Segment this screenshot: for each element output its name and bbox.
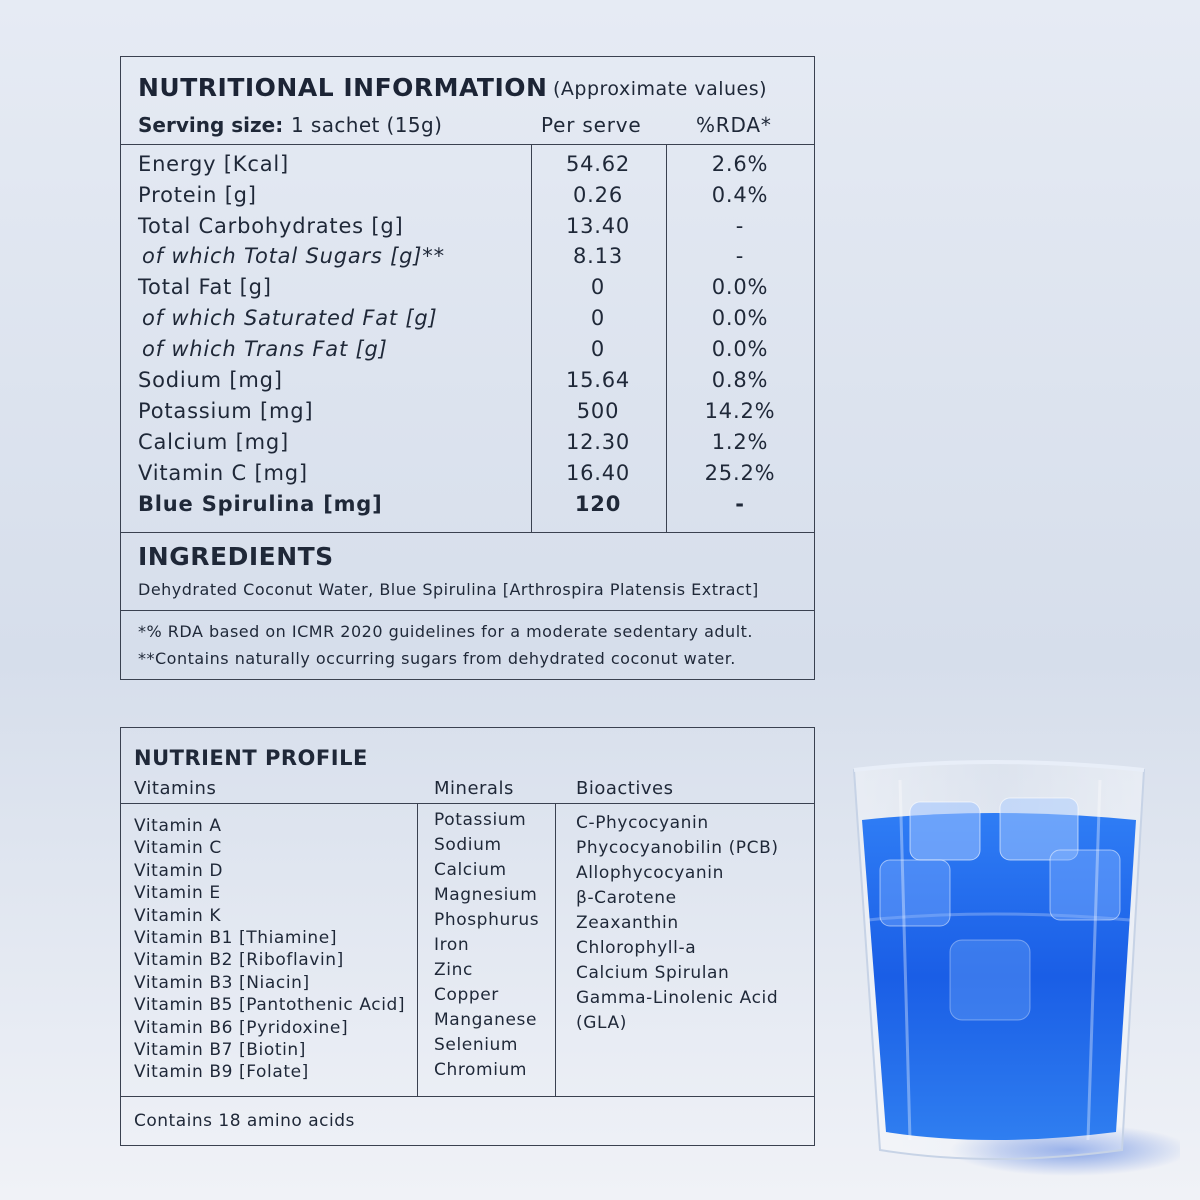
table-row [121, 306, 814, 337]
list-item: C-Phycocyanin [576, 813, 709, 833]
list-item: Allophycocyanin [576, 863, 724, 883]
divider [121, 144, 814, 145]
rda-value: - [735, 214, 745, 238]
blue-drink-glass-image [840, 740, 1180, 1180]
list-item: Chlorophyll-a [576, 938, 697, 958]
list-item: Iron [434, 935, 470, 955]
nutrient-label: Sodium [mg] [138, 368, 283, 392]
nutrient-label: Protein [g] [138, 183, 257, 207]
nutrient-label: of which Trans Fat [g] [142, 337, 388, 361]
table-row [121, 368, 814, 399]
divider [121, 803, 814, 804]
ingredients-title: INGREDIENTS [138, 542, 334, 571]
per-serve-value: 13.40 [565, 214, 631, 238]
minerals-list [434, 808, 539, 1083]
list-item: Manganese [434, 1010, 538, 1030]
nutrient-label: Potassium [mg] [138, 399, 314, 423]
list-item: Chromium [434, 1060, 528, 1080]
rda-value: 2.6% [711, 152, 769, 176]
nutrition-subtitle: (Approximate values) [553, 78, 768, 100]
nutrient-label: Total Carbohydrates [g] [138, 214, 404, 238]
rda-value: 1.2% [711, 430, 769, 454]
list-item: Phosphurus [434, 910, 540, 930]
table-row [121, 214, 814, 245]
bioactives-list [576, 811, 779, 1036]
list-item: Vitamin A [134, 816, 222, 836]
list-item: Phycocyanobilin (PCB) [576, 838, 779, 858]
per-serve-header: Per serve [541, 113, 642, 137]
list-item: Sodium [434, 835, 502, 855]
list-item: Vitamin B9 [Folate] [134, 1062, 309, 1083]
table-row [121, 152, 814, 183]
rda-value: 14.2% [704, 399, 776, 423]
list-item: β-Carotene [576, 888, 677, 908]
list-item: Zinc [434, 960, 473, 980]
list-item: Vitamin B6 [Pyridoxine] [134, 1017, 349, 1038]
rda-value: 25.2% [704, 461, 776, 485]
table-row [121, 244, 814, 275]
per-serve-value: 120 [574, 492, 622, 516]
rda-header: %RDA* [696, 113, 772, 137]
list-item: Vitamin B3 [Niacin] [134, 972, 310, 993]
list-item: Selenium [434, 1035, 519, 1055]
rda-value: - [735, 492, 745, 516]
divider [121, 610, 814, 611]
serving-size-value: 1 sachet (15g) [291, 113, 443, 137]
nutrient-profile-panel [120, 727, 815, 1146]
divider [555, 804, 556, 1096]
nutrient-label: of which Total Sugars [g]** [142, 244, 445, 268]
divider [121, 532, 814, 533]
sugar-footnote: **Contains naturally occurring sugars from dehydrated coconut water. [138, 649, 736, 668]
rda-value: 0.0% [711, 275, 769, 299]
per-serve-value: 8.13 [573, 244, 623, 268]
per-serve-value: 16.40 [565, 461, 631, 485]
rda-value: 0.8% [711, 368, 769, 392]
table-row [121, 399, 814, 430]
list-item: Vitamin B2 [Riboflavin] [134, 950, 344, 971]
amino-acids-note: Contains 18 amino acids [134, 1111, 355, 1131]
table-row [121, 461, 814, 492]
list-item: Magnesium [434, 885, 538, 905]
list-item: Vitamin B7 [Biotin] [134, 1040, 307, 1061]
rda-footnote: *% RDA based on ICMR 2020 guidelines for a moderate sedentary adult. [138, 622, 753, 641]
per-serve-value: 15.64 [565, 368, 631, 392]
bioactives-header: Bioactives [576, 778, 674, 799]
list-item: Vitamin E [134, 883, 221, 904]
serving-size-label: Serving size: [138, 113, 284, 137]
table-row [121, 492, 814, 523]
rda-value: 0.0% [711, 306, 769, 330]
divider [417, 804, 418, 1096]
list-item: Vitamin K [134, 905, 222, 926]
list-item: Copper [434, 985, 499, 1005]
nutrient-label: Total Fat [g] [138, 275, 272, 299]
list-item: Zeaxanthin [576, 913, 679, 933]
table-row [121, 337, 814, 368]
rda-value: - [735, 244, 745, 268]
vitamins-list [134, 815, 405, 1084]
per-serve-value: 54.62 [565, 152, 631, 176]
table-row [121, 183, 814, 214]
rda-value: 0.0% [711, 337, 769, 361]
list-item: Calcium [434, 860, 507, 880]
vitamins-header: Vitamins [134, 778, 217, 799]
list-item: Vitamin B1 [Thiamine] [134, 928, 338, 949]
per-serve-value: 0 [590, 337, 606, 361]
list-item: (GLA) [576, 1013, 627, 1033]
nutrition-title: NUTRITIONAL INFORMATION [138, 73, 548, 102]
table-row [121, 275, 814, 306]
divider [121, 1096, 814, 1097]
ingredients-text: Dehydrated Coconut Water, Blue Spirulina [Arthrospira Platensis Extract] [138, 580, 759, 599]
per-serve-value: 0 [590, 306, 606, 330]
nutrient-label: Blue Spirulina [mg] [138, 492, 383, 516]
per-serve-value: 0.26 [573, 183, 623, 207]
list-item: Vitamin C [134, 838, 222, 859]
rda-value: 0.4% [711, 183, 769, 207]
list-item: Calcium Spirulan [576, 963, 730, 983]
per-serve-value: 0 [590, 275, 606, 299]
table-row [121, 430, 814, 461]
per-serve-value: 500 [576, 399, 620, 423]
list-item: Gamma-Linolenic Acid [576, 988, 779, 1008]
nutrient-label: Vitamin C [mg] [138, 461, 308, 485]
list-item: Vitamin D [134, 860, 224, 881]
list-item: Potassium [434, 810, 527, 830]
minerals-header: Minerals [434, 778, 514, 799]
nutrient-label: Energy [Kcal] [138, 152, 290, 176]
nutrition-facts-panel [120, 56, 815, 680]
nutrient-label: Calcium [mg] [138, 430, 289, 454]
per-serve-value: 12.30 [565, 430, 631, 454]
nutrient-label: of which Saturated Fat [g] [142, 306, 438, 330]
list-item: Vitamin B5 [Pantothenic Acid] [134, 995, 406, 1016]
profile-title: NUTRIENT PROFILE [134, 746, 368, 770]
